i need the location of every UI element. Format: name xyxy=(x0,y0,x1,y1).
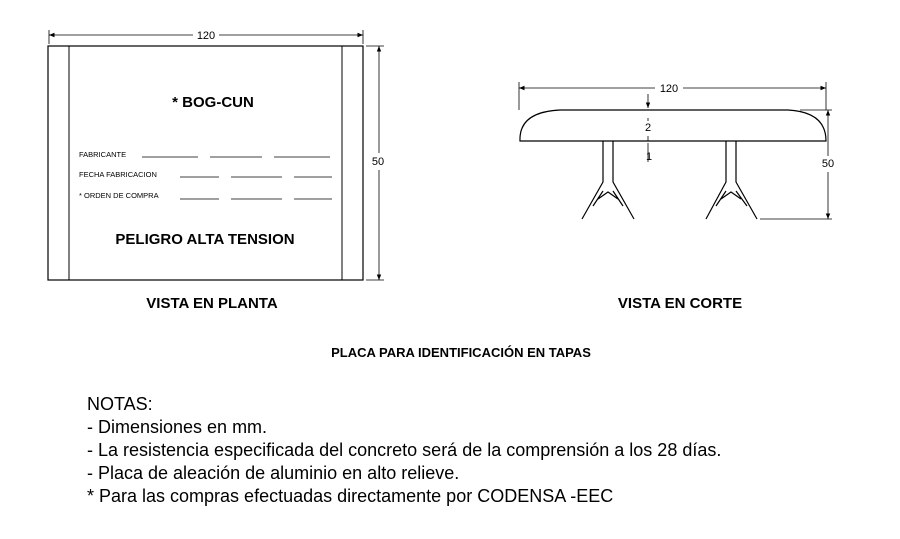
main-title: PLACA PARA IDENTIFICACIÓN EN TAPAS xyxy=(331,345,591,360)
plan-view xyxy=(48,30,384,312)
section-width-label: 120 xyxy=(659,83,679,95)
section-view xyxy=(519,82,834,312)
plan-width-label: 120 xyxy=(196,30,216,42)
section-right-anchor xyxy=(706,141,757,219)
section-left-anchor xyxy=(582,141,634,219)
notes-heading: NOTAS: xyxy=(87,394,153,414)
section-plate-profile xyxy=(520,110,826,141)
field-fecha-label: FECHA FABRICACION xyxy=(79,170,157,179)
field-fabricante-label: FABRICANTE xyxy=(79,150,127,159)
note-item: - Placa de aleación de aluminio en alto relieve. xyxy=(87,463,460,483)
section-thickness-dimension xyxy=(645,94,652,163)
note-item: - Dimensiones en mm. xyxy=(87,417,268,437)
plan-height-label: 50 xyxy=(371,156,385,168)
plan-warning: PELIGRO ALTA TENSION xyxy=(115,231,295,248)
section-mid-label: 1 xyxy=(645,151,653,163)
plan-height-dimension xyxy=(366,46,384,280)
plan-caption: VISTA EN PLANTA xyxy=(146,295,278,312)
field-orden-label: * ORDEN DE COMPRA xyxy=(79,191,159,200)
section-height-label: 50 xyxy=(821,158,835,170)
section-top-label: 2 xyxy=(644,122,652,134)
section-width-dimension xyxy=(519,82,826,110)
section-caption: VISTA EN CORTE xyxy=(617,295,743,312)
note-item: * Para las compras efectuadas directamente por CODENSA -EEC xyxy=(87,486,614,506)
notes-block xyxy=(87,393,887,508)
plan-width-dimension xyxy=(49,30,363,44)
note-item: - La resistencia especificada del concreto será de la comprensión a los 28 días. xyxy=(87,440,722,460)
plan-title: * BOG-CUN xyxy=(172,94,254,111)
